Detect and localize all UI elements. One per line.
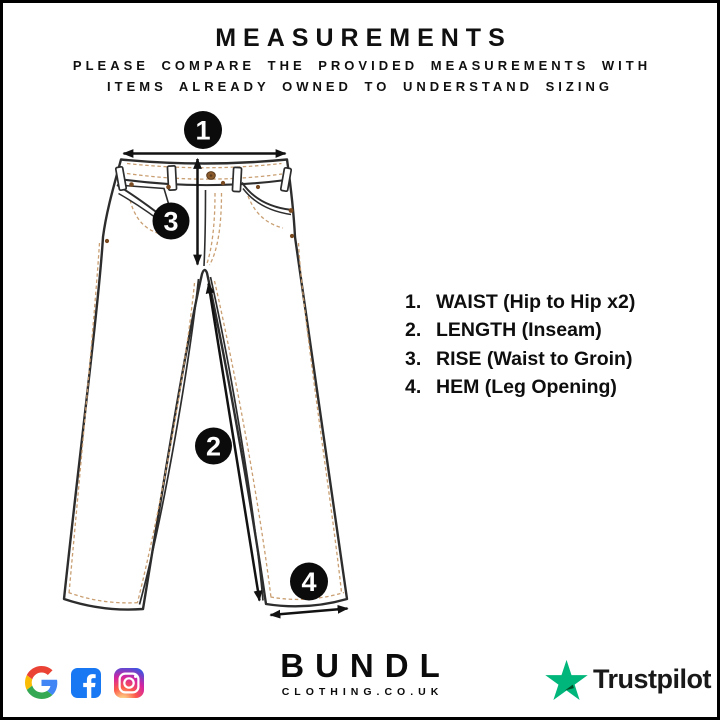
trustpilot-logo (545, 659, 711, 700)
marker-1-number: 1 (195, 115, 211, 146)
legend-label: WAIST (Hip to Hip x2) (436, 291, 636, 313)
legend-item-waist (405, 291, 635, 319)
marker-3 (153, 203, 190, 240)
measurement-legend (405, 291, 635, 405)
trustpilot-label: Trustpilot (593, 664, 711, 694)
legend-number: 4. (405, 376, 422, 399)
marker-2 (195, 428, 232, 465)
legend-item-rise (405, 348, 635, 376)
jeans-drawing (64, 160, 347, 610)
legend-item-hem (405, 376, 635, 404)
legend-label: RISE (Waist to Groin) (436, 347, 633, 370)
marker-4-number: 4 (301, 567, 317, 597)
legend-label: LENGTH (Inseam) (436, 319, 602, 342)
brand-wordmark: BUNDL (280, 647, 451, 684)
marker-2-number: 2 (205, 431, 222, 462)
marker-3-number: 3 (163, 206, 179, 237)
marker-1 (184, 111, 222, 149)
hem-arrow (271, 609, 348, 616)
page-title: MEASUREMENTS (215, 24, 512, 52)
legend-number: 3. (405, 347, 422, 370)
legend-number: 1. (405, 291, 422, 313)
subtitle-line-2: ITEMS ALREADY OWNED TO UNDERSTAND SIZING (107, 79, 613, 94)
legend-number: 2. (405, 319, 422, 342)
brand-domain: CLOTHING.CO.UK (281, 686, 444, 698)
legend-label: HEM (Leg Opening) (436, 376, 617, 399)
marker-4 (290, 563, 328, 601)
subtitle-line-1: PLEASE COMPARE THE PROVIDED MEASUREMENTS WITH (72, 58, 652, 73)
legend-item-length (405, 319, 635, 347)
trustpilot-star-icon (545, 659, 588, 700)
